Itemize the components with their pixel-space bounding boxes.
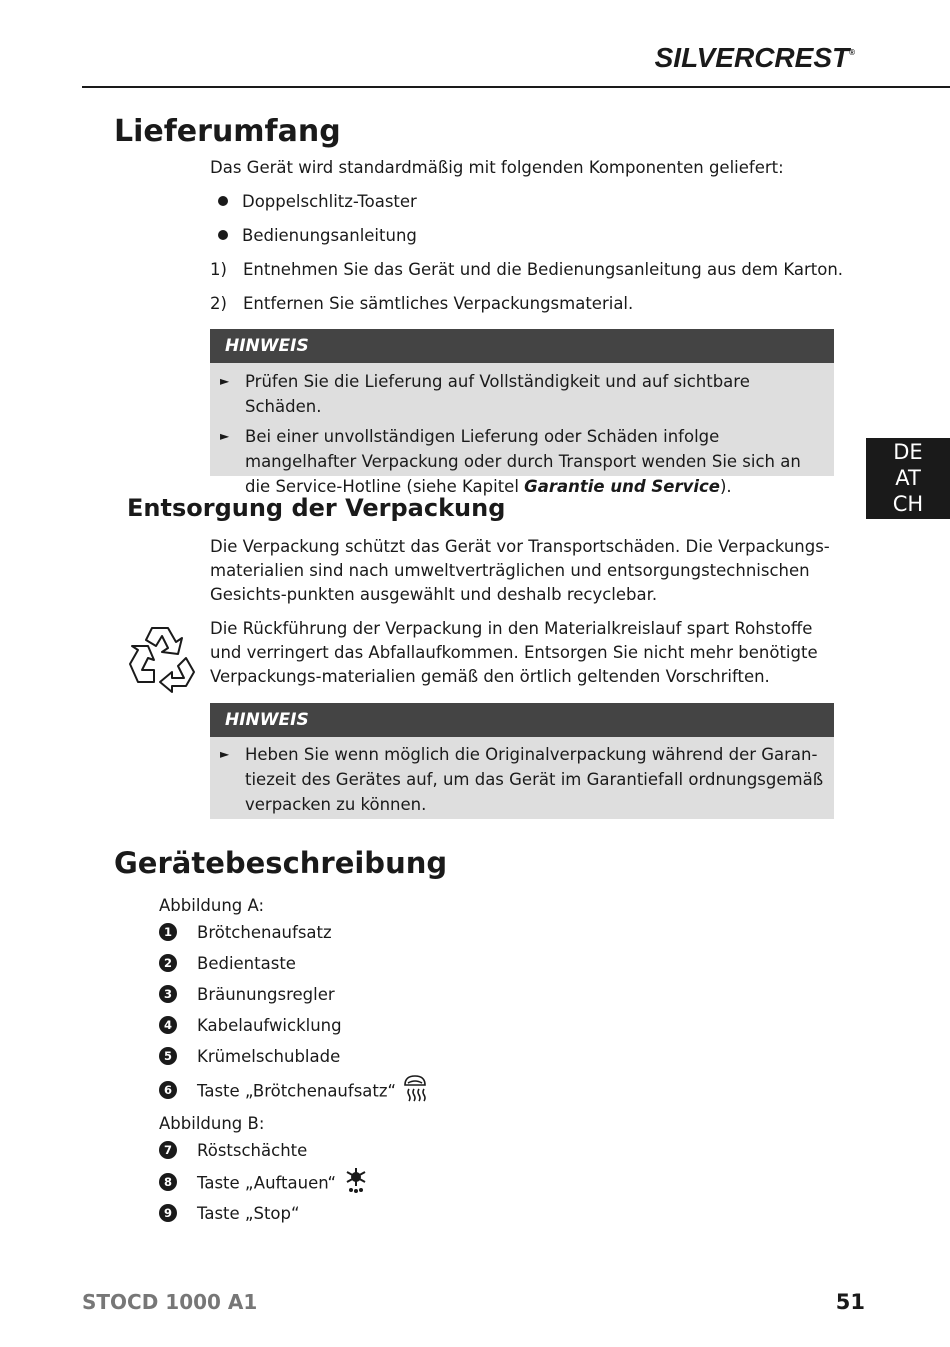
note-item <box>210 742 834 817</box>
list-item-text: Taste „Auftauen“ <box>197 1173 337 1193</box>
chapter-reference: Garantie und Service <box>524 477 720 496</box>
section-title-entsorgung: Entsorgung der Verpackung <box>127 494 506 522</box>
bullet-icon <box>218 196 228 206</box>
recycle-icon <box>122 620 202 696</box>
list-item <box>159 1202 300 1226</box>
lang-at: AT <box>895 466 921 490</box>
defrost-snowflake-icon <box>342 1166 370 1194</box>
arrow-right-icon: ► <box>220 374 230 388</box>
list-item <box>159 1139 307 1163</box>
language-tab <box>866 438 950 519</box>
note-heading: HINWEIS <box>210 329 834 363</box>
list-item-text: Doppelschlitz-Toaster <box>242 192 417 211</box>
list-item-text: Bedientaste <box>197 954 296 973</box>
lang-de: DE <box>893 440 923 464</box>
list-item <box>159 1014 342 1038</box>
list-item-text: Kabelaufwicklung <box>197 1016 342 1035</box>
note-item <box>210 424 834 499</box>
note-item-text: Prüfen Sie die Lieferung auf Vollständigkeit und auf sichtbare Schäden. <box>245 372 750 416</box>
list-item <box>218 190 417 214</box>
list-item-text: Bräunungsregler <box>197 985 335 1004</box>
number-badge: 1 <box>159 923 177 941</box>
note-heading: HINWEIS <box>210 703 834 737</box>
step-text: Entnehmen Sie das Gerät und die Bedienungsanleitung aus dem Karton. <box>243 260 844 279</box>
list-item <box>218 224 417 248</box>
list-item <box>159 952 296 976</box>
brand-name: SILVERCREST <box>654 42 850 73</box>
list-item-text: Brötchenaufsatz <box>197 923 332 942</box>
arrow-right-icon: ► <box>220 429 230 443</box>
brand-logo <box>655 42 855 74</box>
list-item-text: Bedienungsanleitung <box>242 226 417 245</box>
step-number: 2) <box>210 294 227 313</box>
number-badge: 4 <box>159 1016 177 1034</box>
page-number: 51 <box>835 1290 865 1314</box>
number-badge: 9 <box>159 1204 177 1222</box>
step-number: 1) <box>210 260 227 279</box>
number-badge: 5 <box>159 1047 177 1065</box>
step-item <box>210 292 633 316</box>
bullet-icon <box>218 230 228 240</box>
list-item <box>159 921 332 945</box>
list-item-text: Röstschächte <box>197 1141 308 1160</box>
section-title-geraetebeschreibung: Gerätebeschreibung <box>114 846 448 880</box>
note-box <box>210 703 834 819</box>
number-badge: 8 <box>159 1173 177 1191</box>
lang-ch: CH <box>892 492 924 516</box>
arrow-right-icon: ► <box>220 747 230 761</box>
step-item <box>210 258 843 282</box>
list-item-text: Krümelschublade <box>197 1047 341 1066</box>
number-badge: 6 <box>159 1081 177 1099</box>
note-item-text: Heben Sie wenn möglich die Originalverpackung während der Garan-tiezeit des Gerätes auf, um das Gerät im Garantiefall ordnungsgemäß verpacken zu können. <box>245 745 824 814</box>
figure-label-a: Abbildung A: <box>159 896 265 915</box>
paragraph: Die Verpackung schützt das Gerät vor Transportschäden. Die Verpackungs-materialien sind nach umweltverträglichen und entsorgungstechnischen Gesichts-punkten ausgewählt und deshalb recyclebar. <box>210 537 830 604</box>
number-badge: 7 <box>159 1141 177 1159</box>
list-item <box>159 1170 370 1198</box>
paragraph: Die Rückführung der Verpackung in den Materialkreislauf spart Rohstoffe und verringert das Abfallaufkommen. Entsorgen Sie nicht mehr benötigte Verpackungs-materialien gemäß den örtlich geltenden Vorschriften. <box>210 619 818 686</box>
section-title-lieferumfang: Lieferumfang <box>114 114 341 149</box>
intro-text: Das Gerät wird standardmäßig mit folgenden Komponenten geliefert: <box>210 158 784 177</box>
note-item-text-end: ). <box>719 477 732 496</box>
step-text: Entfernen Sie sämtliches Verpackungsmaterial. <box>243 294 634 313</box>
list-item <box>159 1077 428 1107</box>
list-item <box>159 1045 340 1069</box>
note-item <box>210 369 834 419</box>
note-item-text: Bei einer unvollständigen Lieferung oder Schäden infolge mangelhafter Verpackung oder durch Transport wenden Sie sich an die Service-Hotline (siehe Kapitel <box>245 427 801 496</box>
header-rule <box>82 86 950 88</box>
bun-warmer-icon <box>402 1073 428 1103</box>
note-box <box>210 329 834 496</box>
footer-model: STOCD 1000 A1 <box>82 1290 258 1314</box>
number-badge: 3 <box>159 985 177 1003</box>
registered-mark: ® <box>849 48 855 57</box>
list-item-text: Taste „Stop“ <box>197 1204 300 1223</box>
figure-label-b: Abbildung B: <box>159 1114 265 1133</box>
number-badge: 2 <box>159 954 177 972</box>
list-item <box>159 983 335 1007</box>
list-item-text: Taste „Brötchenaufsatz“ <box>197 1081 397 1101</box>
